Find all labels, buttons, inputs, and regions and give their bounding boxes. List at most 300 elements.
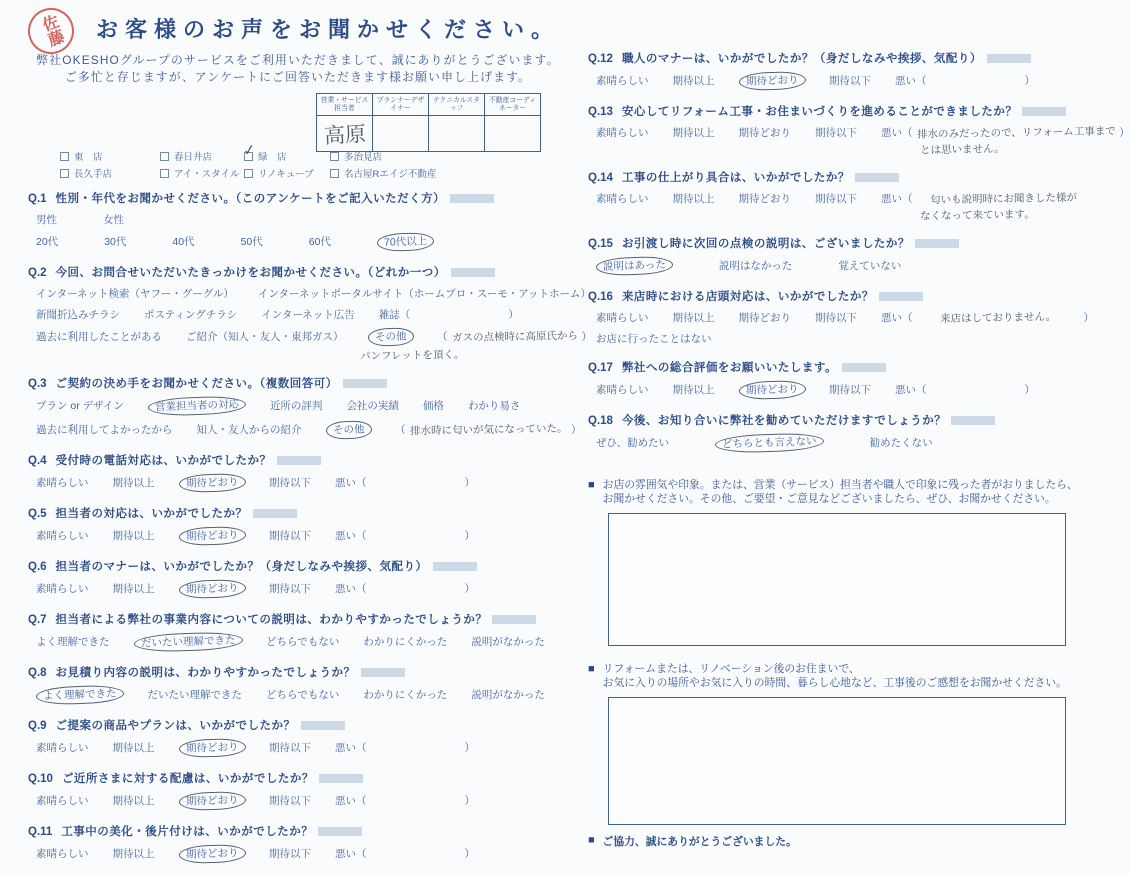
comment-label-line2: お聞かせください。その他、ご要望・ご意見などございましたら、ぜひ、お聞かせください。 [602, 493, 1056, 505]
heading-highlight [855, 173, 899, 182]
survey-option[interactable] [335, 793, 475, 808]
survey-option[interactable]: ご紹介（知人・友人・東邦ガス） [186, 331, 344, 343]
survey-option[interactable]: 期待以下 [815, 127, 857, 139]
paren-open: 悪い（ [881, 127, 913, 139]
paren-open: 悪い（ [335, 742, 367, 754]
survey-option[interactable]: 期待以下 [269, 477, 311, 489]
option-row [36, 739, 544, 757]
survey-option[interactable]: 期待以上 [672, 127, 715, 139]
intro-text [28, 52, 568, 86]
survey-option[interactable]: 期待どおり [738, 127, 791, 139]
heading-highlight [361, 668, 405, 677]
question-number: Q.1 [28, 193, 47, 205]
survey-option[interactable]: 説明はなかった [718, 260, 793, 272]
survey-option[interactable]: よく理解できた [36, 636, 110, 648]
checkbox-icon [60, 169, 69, 178]
survey-option[interactable]: インターネットポータルサイト（ホームプロ・スーモ・アットホーム） [257, 288, 591, 300]
store-checkbox[interactable] [330, 149, 436, 163]
paren-open: 悪い（ [335, 530, 367, 542]
option-row [596, 125, 1130, 141]
question-title: 職人のマナーは、いかがでしたか？（身だしなみや挨拶、気配り） [621, 53, 982, 65]
comment-box-shop-impression[interactable] [608, 513, 1066, 646]
staff-table-value-row [317, 116, 541, 152]
heading-highlight [253, 509, 297, 518]
question-title: 今回、お問合せいただいたきっかけをお聞かせください。（どれか一つ） [55, 267, 446, 279]
survey-option[interactable]: 期待以下 [269, 742, 311, 754]
handwritten-note: 匂いも説明時にお聞きした様が [929, 191, 1077, 207]
question-number: Q.12 [588, 53, 613, 65]
question-number: Q.11 [28, 826, 53, 838]
question-q-10 [28, 770, 544, 810]
survey-option[interactable]: 期待以上 [112, 530, 155, 542]
survey-option[interactable]: 期待以上 [112, 742, 155, 754]
question-heading [28, 823, 544, 839]
survey-option-selected[interactable]: 期待どおり [738, 380, 805, 400]
question-heading [28, 558, 544, 574]
paren-open: 悪い（ [895, 75, 927, 87]
option-row [36, 633, 544, 651]
survey-option[interactable]: 50代 [240, 236, 263, 248]
heading-highlight [318, 827, 362, 836]
survey-option[interactable] [395, 422, 582, 437]
question-title: ご提案の商品やプランは、いかがでしたか？ [55, 720, 296, 732]
survey-option[interactable]: プラン or デザイン [36, 400, 124, 412]
paren-open: （ [395, 424, 406, 436]
question-heading [28, 505, 544, 521]
thank-you-text: ■ ご協力、誠にありがとうございました。 [602, 836, 797, 848]
paren-open: 悪い（ [335, 795, 367, 807]
survey-option[interactable]: 素晴らしい [36, 848, 89, 860]
comment-label-line1: リフォームまたは、リノベーション後のお住まいで、 [602, 663, 860, 675]
handwritten-note: 排水時に匂いが気になっていた。 [409, 422, 568, 438]
store-label: 名古屋Rエイジ不動産 [344, 169, 437, 180]
heading-highlight [319, 774, 363, 783]
survey-option-selected[interactable]: 期待どおり [178, 526, 245, 546]
option-row [596, 72, 1094, 90]
store-label: 長久手店 [74, 169, 113, 180]
staff-name-field[interactable] [317, 116, 373, 152]
survey-option[interactable]: 期待以下 [269, 530, 311, 542]
heading-highlight [842, 363, 886, 372]
checkbox-icon [160, 169, 169, 178]
paren-close: ） [1024, 384, 1035, 396]
store-checkbox[interactable] [60, 166, 160, 180]
survey-option[interactable]: 素晴らしい [596, 193, 649, 205]
comment-label-line2: お気に入りの場所やお気に入りの時間、暮らし心地など、工事後のご感想をお聞かせください。 [602, 677, 1067, 689]
question-title: 安心してリフォーム工事・お住まいづくりを進めることができましたか？ [621, 106, 1018, 118]
question-heading [28, 190, 544, 206]
survey-option[interactable] [895, 73, 1035, 88]
question-title: 担当者のマナーは、いかがでしたか？（身だしなみや挨拶、気配り） [55, 561, 428, 573]
survey-option[interactable]: 期待以下 [829, 75, 871, 87]
survey-option[interactable]: ぜひ、勧めたい [596, 437, 670, 449]
staff-table [316, 93, 541, 152]
paren-close: ） [464, 477, 475, 489]
option-row [36, 792, 544, 810]
thank-you-line [588, 834, 1094, 849]
paren-close: ） [571, 424, 582, 436]
survey-option[interactable]: 60代 [308, 236, 331, 248]
option-row [36, 233, 544, 251]
option-row [36, 397, 544, 415]
heading-highlight [451, 268, 495, 277]
survey-option[interactable]: 素晴らしい [36, 530, 89, 542]
survey-option[interactable]: 40代 [172, 236, 195, 248]
paren-open: 悪い（ [335, 583, 367, 595]
question-q-14 [588, 169, 1094, 222]
question-q-4 [28, 452, 544, 492]
paren-close: ） [581, 331, 592, 343]
comment-box-after-renovation[interactable] [608, 697, 1066, 825]
question-title: 担当者による弊社の事業内容についての説明は、わかりやすかったでしょうか？ [55, 614, 488, 626]
checkbox-icon [244, 169, 253, 178]
paren-open: 悪い（ [881, 312, 913, 324]
option-row [36, 845, 544, 863]
survey-option[interactable] [881, 125, 1130, 140]
survey-option[interactable]: 期待以上 [672, 384, 715, 396]
question-heading [28, 452, 544, 468]
option-row [36, 527, 544, 545]
survey-option-selected[interactable]: 期待どおり [178, 473, 245, 493]
question-number: Q.16 [588, 291, 613, 303]
survey-option[interactable] [335, 475, 475, 490]
question-q-17 [588, 359, 1094, 399]
question-heading [28, 717, 544, 733]
option-row [36, 328, 592, 346]
staff-column-planner: プランナーデザイナー [373, 94, 429, 116]
survey-option[interactable]: 素晴らしい [596, 312, 649, 324]
question-q-8 [28, 664, 544, 704]
checkbox-icon [60, 152, 69, 161]
survey-option[interactable]: 近所の評判 [269, 400, 323, 412]
intro-line-2: ご多忙と存じますが、アンケートにご回答いただきます様お願い申し上げます。 [64, 70, 532, 84]
survey-option[interactable]: どちらでもない [266, 689, 340, 701]
question-number: Q.13 [588, 106, 613, 118]
question-q-3 [28, 375, 582, 439]
comment-label [588, 478, 1094, 506]
store-checkbox[interactable] [160, 149, 244, 163]
survey-option[interactable]: 期待以上 [672, 75, 715, 87]
question-number: Q.2 [28, 267, 47, 279]
option-row [36, 686, 544, 704]
store-checkbox[interactable] [330, 166, 436, 180]
paren-open: 悪い（ [895, 384, 927, 396]
survey-option-selected[interactable]: 期待どおり [178, 791, 245, 811]
staff-name-field[interactable] [373, 116, 429, 152]
question-title: 工事中の美化・後片付けは、いかがでしたか？ [61, 826, 314, 838]
survey-option[interactable]: 期待以下 [829, 384, 871, 396]
paren-open: 悪い（ [335, 477, 367, 489]
survey-option[interactable]: 期待以下 [815, 312, 857, 324]
survey-option[interactable]: お店に行ったことはない [596, 333, 712, 345]
staff-table-header-row [317, 94, 541, 116]
heading-highlight [879, 292, 923, 301]
question-q-6 [28, 558, 544, 598]
paren-close: ） [464, 848, 475, 860]
survey-option[interactable]: ポスティングチラシ [144, 309, 238, 321]
store-checkbox[interactable] [244, 166, 330, 180]
survey-option[interactable]: 素晴らしい [36, 795, 89, 807]
staff-column-technical: テクニカルスタッフ [429, 94, 485, 116]
survey-option[interactable] [895, 382, 1035, 397]
store-label: アイ・スタイル [174, 169, 240, 180]
survey-option[interactable]: 勧めたくない [869, 437, 933, 449]
question-title: 担当者の対応は、いかがでしたか？ [55, 508, 248, 520]
survey-option[interactable]: 素晴らしい [36, 477, 89, 489]
survey-option[interactable]: 素晴らしい [596, 127, 649, 139]
store-checkbox[interactable] [60, 149, 160, 163]
paren-close: ） [464, 530, 475, 542]
question-title: 来店時における店頭対応は、いかがでしたか？ [621, 291, 874, 303]
survey-option[interactable]: 素晴らしい [596, 75, 649, 87]
survey-option[interactable]: 覚えていない [838, 260, 902, 272]
handwritten-note-line2: パンフレットを頂く。 [359, 348, 465, 363]
question-number: Q.10 [28, 773, 53, 785]
question-q-13 [588, 103, 1130, 157]
option-row [36, 474, 544, 492]
question-q-9 [28, 717, 544, 757]
checkbox-icon [330, 169, 339, 178]
paren-close: ） [508, 309, 519, 321]
survey-option[interactable]: 期待以上 [672, 312, 715, 324]
question-number: Q.6 [28, 561, 47, 573]
question-title: ご契約の決め手をお聞かせください。（複数回答可） [55, 378, 338, 390]
survey-option[interactable]: わかり易さ [467, 400, 521, 412]
option-row [596, 257, 1094, 275]
survey-option[interactable]: インターネット検索（ヤフー・グーグル） [36, 288, 234, 300]
paren-open: 悪い（ [335, 848, 367, 860]
paren-open: （ [437, 331, 448, 343]
survey-option[interactable]: 期待どおり [738, 312, 791, 324]
option-row [596, 434, 1094, 452]
survey-option[interactable]: 期待以下 [269, 795, 311, 807]
survey-option[interactable] [335, 740, 475, 755]
checkbox-icon [330, 152, 339, 161]
handwritten-note: 来店はしておりません。 [939, 310, 1057, 326]
question-heading [28, 264, 544, 280]
question-heading [588, 50, 1094, 66]
survey-option-selected[interactable]: その他 [325, 420, 371, 440]
paren-close: ） [464, 795, 475, 807]
question-q-12 [588, 50, 1094, 90]
question-title: お見積り内容の説明は、わかりやすかったでしょうか？ [55, 667, 356, 679]
staff-name-field[interactable] [485, 116, 541, 152]
right-column [588, 50, 1130, 849]
page-title: お客様のお声をお聞かせください。 [96, 17, 561, 42]
question-heading [588, 169, 1094, 185]
survey-option-selected[interactable]: 期待どおり [178, 579, 245, 599]
survey-option[interactable] [379, 307, 519, 322]
survey-option[interactable]: 女性 [103, 214, 124, 226]
question-title: 今後、お知り合いに弊社を勧めていただけますでしょうか？ [621, 415, 947, 427]
question-q-1 [28, 190, 544, 251]
survey-option[interactable]: 期待以上 [672, 193, 715, 205]
survey-option[interactable]: 男性 [36, 214, 57, 226]
store-label: リノキューブ [258, 169, 314, 180]
check-mark-icon: ✓ [241, 141, 257, 160]
comment-section-shop-impression [588, 478, 1094, 646]
question-title: 弊社への総合評価をお願いいたします。 [621, 362, 838, 374]
survey-option[interactable] [881, 191, 1094, 206]
question-number: Q.17 [588, 362, 613, 374]
question-q-16 [588, 288, 1094, 346]
heading-highlight [915, 239, 959, 248]
question-number: Q.8 [28, 667, 47, 679]
question-title: お引渡し時に次回の点検の説明は、ございましたか？ [621, 238, 910, 250]
survey-option-selected[interactable]: どちらとも言えない [715, 432, 824, 454]
left-column [28, 190, 592, 876]
staff-column-sales: 営業・サービス担当者 [317, 94, 373, 116]
option-row [596, 331, 1094, 346]
option-row [36, 307, 544, 322]
option-row [36, 212, 544, 227]
survey-option[interactable] [335, 846, 475, 861]
heading-highlight [1022, 107, 1066, 116]
survey-option-selected[interactable]: 期待どおり [178, 844, 245, 864]
question-heading [588, 412, 1094, 428]
survey-option[interactable]: 説明がなかった [471, 689, 545, 701]
survey-option[interactable]: 20代 [36, 236, 59, 248]
survey-option[interactable]: 会社の実績 [346, 400, 399, 412]
intro-line-1: 弊社OKESHOグループのサービスをご利用いただきまして、誠にありがとうございます。 [36, 53, 560, 67]
survey-option[interactable] [335, 581, 475, 596]
store-checkbox[interactable] [160, 166, 244, 180]
survey-option-selected[interactable]: 説明はあった [596, 256, 673, 277]
handwritten-note-line2: なくなって来ています。 [919, 208, 1035, 223]
checkbox-icon [160, 152, 169, 161]
heading-highlight [433, 562, 477, 571]
question-heading [28, 770, 544, 786]
question-heading [28, 611, 544, 627]
paren-close: ） [464, 742, 475, 754]
option-row [596, 191, 1094, 206]
survey-option[interactable]: インターネット広告 [261, 309, 355, 321]
store-checkbox-grid [60, 141, 437, 180]
question-number: Q.4 [28, 455, 47, 467]
option-row [36, 421, 582, 439]
heading-highlight [450, 194, 494, 203]
survey-option-selected[interactable]: 期待どおり [178, 738, 245, 758]
option-row [596, 310, 1094, 325]
staff-column-realestate: 不動産コーディネーター [485, 94, 541, 116]
paren-open: 雑誌（ [378, 309, 411, 321]
survey-option[interactable]: 期待以下 [269, 583, 311, 595]
question-q-11 [28, 823, 544, 863]
survey-option-selected[interactable]: 営業担当者の対応 [148, 395, 247, 416]
survey-option[interactable]: だいたい理解できた [147, 689, 242, 701]
paren-close: ） [464, 583, 475, 595]
question-title: 受付時の電話対応は、いかがでしたか？ [55, 455, 272, 467]
staff-name-field[interactable] [429, 116, 485, 152]
survey-option[interactable]: 新聞折込みチラシ [36, 309, 120, 321]
question-q-18 [588, 412, 1094, 452]
question-number: Q.9 [28, 720, 47, 732]
survey-option[interactable]: 素晴らしい [596, 384, 649, 396]
question-heading [28, 375, 544, 391]
question-number: Q.18 [588, 415, 613, 427]
question-heading [588, 288, 1094, 304]
question-title: 性別・年代をお聞かせください。（このアンケートをご記入いただく方） [55, 193, 446, 205]
survey-option[interactable]: 素晴らしい [36, 742, 89, 754]
heading-highlight [277, 456, 321, 465]
paren-open: 悪い（ [881, 193, 913, 205]
survey-option-selected[interactable]: その他 [367, 327, 413, 347]
question-q-15 [588, 235, 1094, 275]
survey-option[interactable]: 過去に利用したことがある [36, 331, 162, 343]
heading-highlight [951, 416, 995, 425]
survey-option[interactable] [881, 310, 1094, 325]
question-heading [588, 359, 1094, 375]
survey-option[interactable]: 30代 [104, 236, 127, 248]
survey-option[interactable]: 期待以下 [815, 193, 857, 205]
store-label: 春日井店 [174, 152, 213, 163]
heading-highlight [301, 721, 345, 730]
handwritten-note: 排水のみだったので、リフォーム工事まで [916, 125, 1116, 141]
question-heading [588, 103, 1094, 119]
question-heading [588, 235, 1094, 251]
handwritten-note: ガスの点検時に高原氏から [451, 329, 578, 345]
survey-option[interactable]: 期待どおり [738, 193, 791, 205]
store-label: 緑 店 [258, 152, 287, 163]
survey-option-selected[interactable]: 期待どおり [738, 71, 805, 91]
question-q-5 [28, 505, 544, 545]
question-number: Q.5 [28, 508, 47, 520]
survey-option[interactable]: 期待以上 [112, 848, 155, 860]
question-number: Q.15 [588, 238, 613, 250]
question-title: 工事の仕上がり具合は、いかがでしたか？ [621, 172, 850, 184]
survey-option-selected[interactable]: 70代以上 [377, 232, 435, 252]
survey-option[interactable]: どちらでもない [266, 636, 340, 648]
heading-highlight [987, 54, 1031, 63]
store-label: 多治見店 [344, 152, 383, 163]
survey-option-selected[interactable]: だいたい理解できた [133, 631, 242, 653]
hanko-stamp-icon: 佐藤 [22, 2, 81, 61]
survey-option[interactable]: 過去に利用してよかったから [36, 424, 173, 436]
handwritten-staff-name: 高原 [323, 122, 367, 148]
paren-close: ） [1083, 312, 1094, 324]
question-number: Q.14 [588, 172, 613, 184]
right-questions [588, 50, 1130, 452]
survey-option[interactable]: わかりにくかった [363, 689, 448, 701]
survey-option[interactable] [335, 528, 475, 543]
survey-option-selected[interactable]: よく理解できた [36, 684, 124, 705]
survey-option[interactable]: 期待以上 [112, 583, 155, 595]
survey-option[interactable]: 期待以上 [112, 795, 155, 807]
survey-option[interactable]: 価格 [422, 400, 444, 412]
store-checkbox[interactable] [241, 141, 330, 163]
question-number: Q.3 [28, 378, 47, 390]
question-q-2 [28, 264, 592, 363]
survey-option[interactable]: 素晴らしい [36, 583, 89, 595]
option-row [596, 381, 1094, 399]
question-q-7 [28, 611, 544, 651]
handwritten-note-line2: とは思いません。 [919, 143, 1005, 157]
question-title: ご近所さまに対する配慮は、いかがでしたか？ [61, 773, 314, 785]
survey-option[interactable]: 期待以下 [269, 848, 311, 860]
comment-section-after-renovation [588, 662, 1094, 825]
comment-label-line1: お店の雰囲気や印象。または、営業（サービス）担当者や職人で印象に残った者がおりましたら、 [602, 479, 1078, 491]
survey-option[interactable]: 期待以上 [112, 477, 155, 489]
question-heading [28, 664, 544, 680]
paren-close: ） [1119, 127, 1130, 139]
heading-highlight [343, 379, 387, 388]
survey-option[interactable] [437, 329, 592, 344]
option-row [36, 580, 544, 598]
survey-option[interactable]: 知人・友人からの紹介 [196, 424, 302, 436]
survey-option[interactable]: 説明がなかった [471, 636, 545, 648]
paren-close: ） [1024, 75, 1035, 87]
survey-option[interactable]: わかりにくかった [363, 636, 448, 648]
